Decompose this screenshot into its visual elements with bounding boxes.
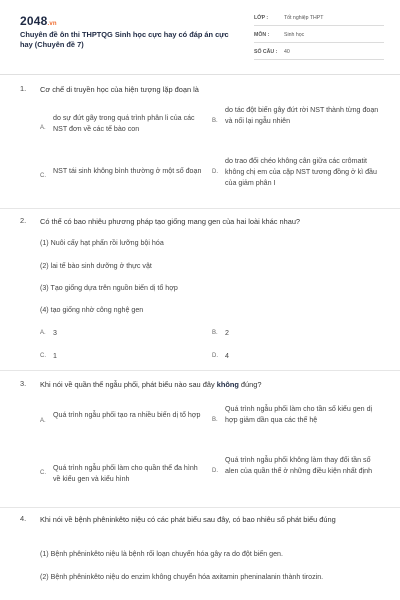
option-text: Quá trình ngẫu phối làm cho quần thể đa hình về kiểu gen và kiểu hình [53, 464, 198, 483]
option-text: 1 [53, 352, 57, 360]
option-text: NST tái sinh không bình thường ở một số đoạn [53, 167, 202, 175]
statement-1: (1) Bệnh phêninkêto niệu là bệnh rối loạn chuyển hóa gây ra do đột biến gen. [40, 550, 283, 558]
meta-key-count: SỐ CÂU : [254, 49, 278, 55]
option-letter: B. [212, 330, 218, 336]
stem-prefix: Khi nói về quần thể ngẫu phối, phát biểu nào sau đây [40, 380, 217, 389]
statement-2: (2) lai tế bào sinh dưỡng ở thực vật [40, 262, 152, 270]
meta-value-class: Tốt nghiệp THPT [284, 15, 324, 21]
option-b[interactable] [212, 404, 384, 438]
option-c[interactable] [40, 351, 190, 362]
meta-key-subject: MÔN : [254, 32, 270, 38]
option-letter: A. [40, 418, 46, 424]
logo-main: 2048 [20, 14, 48, 28]
meta-value-subject: Sinh học [284, 32, 305, 38]
question-stem: Cơ chế di truyền học của hiện tượng lặp đoạn là [40, 85, 199, 94]
statement-4: (4) tạo giống nhờ công nghệ gen [40, 306, 144, 314]
option-letter: D. [212, 353, 218, 359]
option-d[interactable] [212, 351, 362, 362]
question-number: 4. [20, 514, 27, 523]
question-number: 3. [20, 379, 27, 388]
option-letter: D. [212, 468, 218, 474]
stem-suffix: đúng? [238, 380, 262, 389]
option-a[interactable] [40, 328, 190, 339]
option-letter: B. [212, 417, 218, 423]
option-d[interactable] [212, 455, 384, 489]
question-stem [40, 379, 385, 390]
statement-2: (2) Bệnh phêninkêto niệu do enzim không chuyển hóa axitamin pheninalanin thành tirozin. [40, 573, 324, 581]
option-letter: C. [40, 470, 46, 476]
meta-value-count: 40 [284, 49, 290, 55]
option-text: Quá trình ngẫu phối làm cho tần số kiểu gen dị hợp giảm dần qua các thế hệ [225, 405, 373, 424]
document-meta [254, 12, 384, 63]
option-letter: A. [40, 125, 46, 131]
option-letter: B. [212, 118, 218, 124]
option-a[interactable] [40, 410, 210, 434]
stem-emphasis: không [216, 380, 239, 389]
option-text: do tác đột biến gây đứt rời NST thành từng đoạn và nối lại ngẫu nhiên [225, 106, 379, 125]
question-1 [20, 84, 385, 210]
statement-3: (3) Tạo giống dựa trên nguồn biến dị tổ hợp [40, 284, 178, 292]
question-separator [0, 370, 400, 371]
option-b[interactable] [212, 105, 384, 139]
option-letter: A. [40, 330, 46, 336]
question-number: 1. [20, 84, 27, 93]
option-text: do trao đổi chéo không cân giữa các crômatit không chị em của cặp NST tương đồng ở kì đầu của giảm phân I [225, 157, 377, 187]
question-3 [20, 379, 385, 499]
logo-tld: .vn [47, 21, 57, 27]
site-logo[interactable] [20, 14, 57, 28]
meta-row-class [254, 12, 384, 26]
question-stem: Có thể có bao nhiêu phương pháp tạo giống mang gen của hai loài khác nhau? [40, 217, 301, 226]
header-divider [0, 74, 400, 75]
option-text: 3 [53, 329, 57, 337]
meta-key-class: LỚP : [254, 15, 269, 21]
option-letter: C. [40, 173, 46, 179]
document-header [0, 0, 400, 72]
option-c[interactable] [40, 463, 210, 487]
option-letter: D. [212, 169, 218, 175]
meta-row-subject [254, 29, 384, 43]
statement-1: (1) Nuôi cấy hạt phấn rồi lưỡng bội hóa [40, 239, 164, 247]
question-number: 2. [20, 216, 27, 225]
option-text: 4 [225, 352, 229, 360]
option-text: Quá trình ngẫu phối không làm thay đổi tần số alen của quần thể ở những điều kiện nhất định [225, 456, 373, 475]
document-title: Chuyên đề ôn thi THPTQG Sinh học cực hay có đáp án cực hay (Chuyên đề 7) [20, 30, 229, 49]
meta-row-count [254, 46, 384, 60]
option-d[interactable] [212, 156, 384, 190]
question-stem: Khi nói về bệnh phêninkêto niệu có các phát biểu sau đây, có bao nhiêu số phát biểu đúng [40, 515, 336, 524]
option-b[interactable] [212, 328, 362, 339]
option-text: 2 [225, 329, 229, 337]
option-letter: C. [40, 353, 46, 359]
option-text: Quá trình ngẫu phối tạo ra nhiều biến dị tổ hợp [53, 411, 201, 419]
question-4 [20, 514, 385, 538]
option-c[interactable] [40, 166, 210, 190]
question-separator [0, 507, 400, 508]
option-a[interactable] [40, 113, 210, 147]
option-text: do sự đứt gãy trong quá trình phân li của các NST đơn về các tế bào con [53, 114, 195, 133]
question-separator [0, 208, 400, 209]
